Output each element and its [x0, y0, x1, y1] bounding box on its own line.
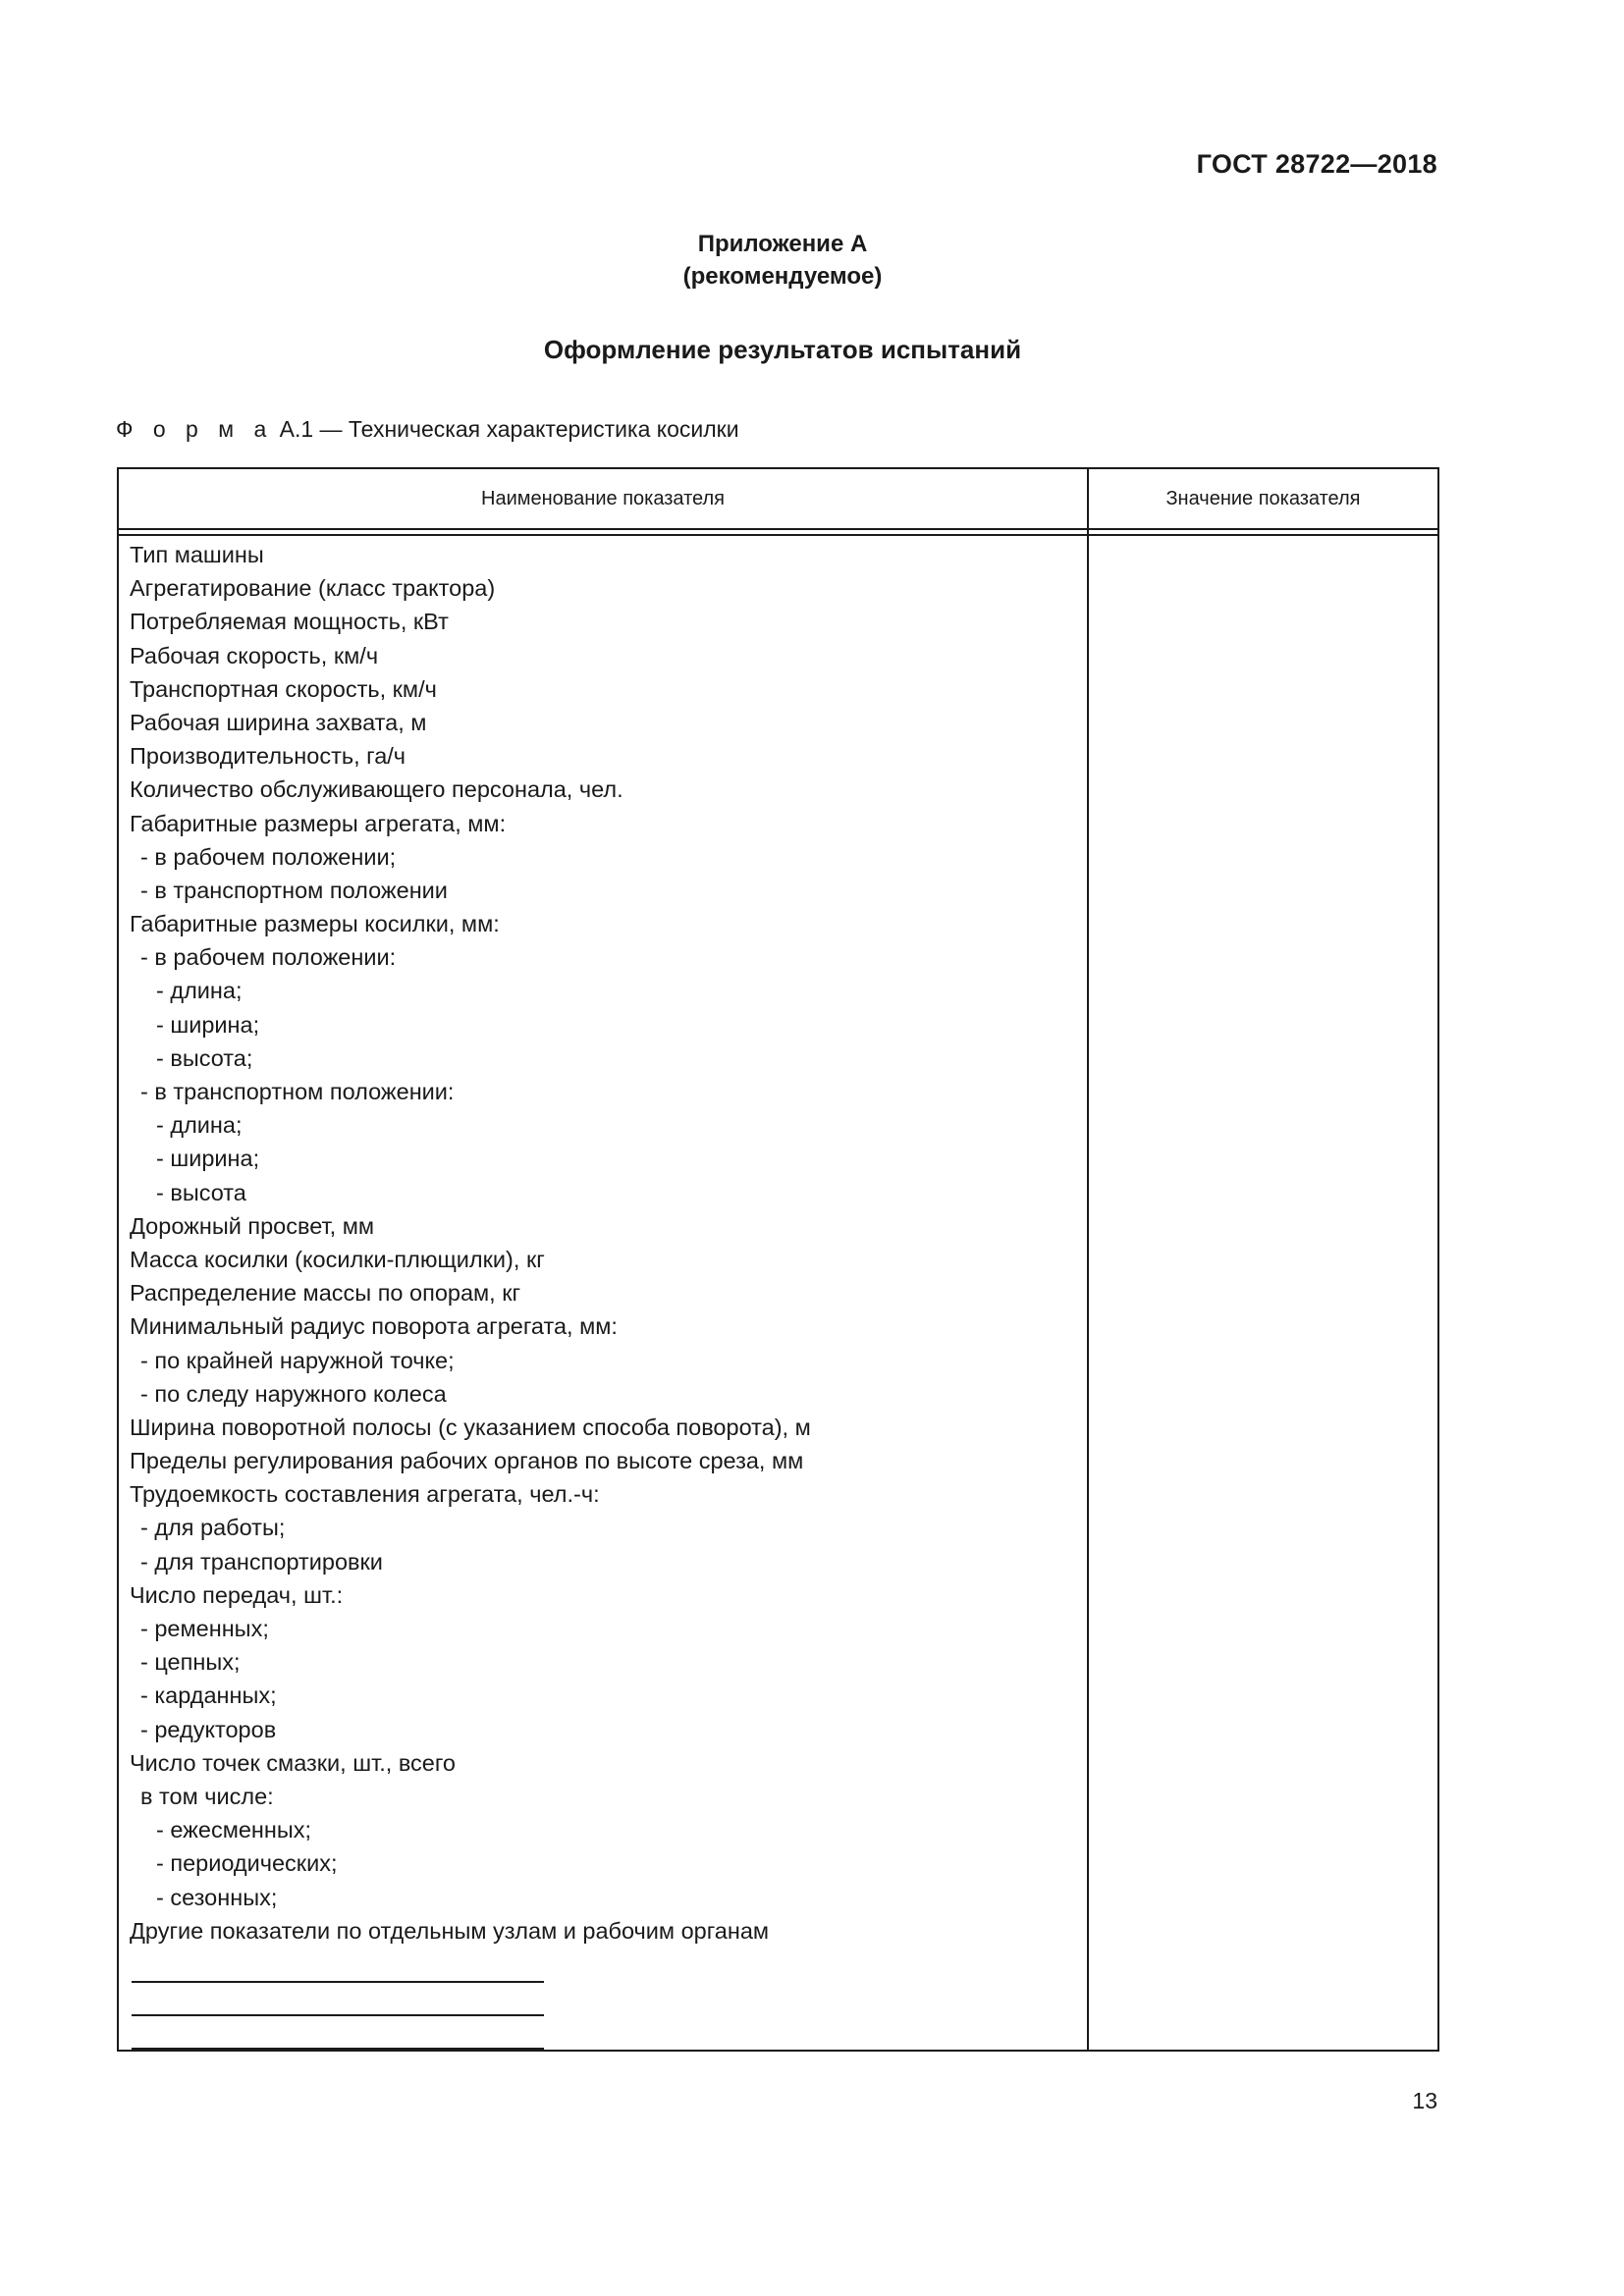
blank-entry-line [132, 1981, 544, 1983]
table-row: - длина; [156, 978, 243, 1004]
table-row: Число передач, шт.: [130, 1581, 344, 1608]
section-title: Оформление результатов испытаний [543, 335, 1022, 364]
table-row: Агрегатирование (класс трактора) [130, 575, 496, 602]
header-rule-bottom [119, 534, 1437, 536]
table-row: - по крайней наружной точке; [140, 1347, 455, 1373]
table-row: - периодических; [156, 1850, 338, 1877]
table-row: Ширина поворотной полосы (с указанием способа поворота), м [130, 1414, 811, 1440]
table-row: - длина; [156, 1112, 243, 1139]
table-row: Рабочая ширина захвата, м [130, 709, 427, 735]
table-row: Количество обслуживающего персонала, чел. [130, 776, 623, 803]
table-row: - высота [156, 1179, 246, 1205]
table-row: Дорожный просвет, мм [130, 1212, 375, 1239]
header-indicator-value: Значение показателя [1165, 488, 1361, 509]
table-row: - ширина; [156, 1146, 260, 1172]
table-row: - в транспортном положении: [140, 1079, 455, 1104]
table-row: в том числе: [140, 1783, 274, 1809]
form-caption [116, 416, 739, 443]
table-row: - сезонных; [156, 1884, 278, 1910]
blank-entry-line [132, 2048, 544, 2050]
table-row: Распределение массы по опорам, кг [130, 1280, 521, 1307]
table-row: - ременных; [140, 1616, 269, 1641]
characteristics-table [117, 467, 1439, 2052]
table-row: Потребляемая мощность, кВт [130, 609, 449, 635]
table-row: Пределы регулирования рабочих органов по высоте среза, мм [130, 1448, 804, 1474]
page-number: 13 [1412, 2088, 1437, 2113]
table-row: Масса косилки (косилки-плющилки), кг [130, 1246, 545, 1272]
header-indicator-name: Наименование показателя [481, 488, 725, 509]
table-row: Другие показатели по отдельным узлам и рабочим органам [130, 1917, 770, 1944]
table-row: Производительность, га/ч [130, 743, 406, 770]
blank-entry-line [132, 2014, 544, 2016]
table-row: - высота; [156, 1044, 253, 1071]
table-row: - для работы; [140, 1515, 286, 1541]
table-row: - по следу наружного колеса [140, 1380, 447, 1407]
table-row: Трудоемкость составления агрегата, чел.-ч: [130, 1481, 600, 1508]
form-caption-prefix: Ф о р м а [116, 416, 274, 442]
table-row: - ежесменных; [156, 1817, 312, 1843]
table-row: - ширина; [156, 1011, 260, 1038]
annex-title: Приложение А [697, 231, 868, 257]
column-divider [1087, 469, 1089, 2050]
table-row: Рабочая скорость, км/ч [130, 642, 379, 668]
table-row: Минимальный радиус поворота агрегата, мм: [130, 1313, 618, 1340]
header-rule-top [119, 528, 1437, 530]
table-row: Тип машины [130, 542, 264, 567]
table-row: Транспортная скорость, км/ч [130, 675, 437, 702]
table-row: - для транспортировки [140, 1548, 383, 1575]
standard-code: ГОСТ 28722—2018 [1196, 149, 1437, 179]
table-row: Число точек смазки, шт., всего [130, 1749, 457, 1776]
table-body [130, 538, 1072, 1948]
table-row: Габаритные размеры агрегата, мм: [130, 810, 507, 836]
table-row: - в рабочем положении: [140, 944, 397, 971]
annex-heading [0, 228, 1565, 293]
annex-status: (рекомендуемое) [682, 263, 883, 290]
table-row: - цепных; [140, 1649, 241, 1676]
table-row: - редукторов [140, 1716, 277, 1742]
table-row: - в транспортном положении [140, 877, 448, 903]
table-header-row [119, 469, 1437, 528]
table-row: - карданных; [140, 1682, 277, 1709]
table-row: - в рабочем положении; [140, 843, 397, 870]
form-caption-text: А.1 — Техническая характеристика косилки [273, 416, 739, 442]
table-row: Габаритные размеры косилки, мм: [130, 911, 500, 937]
